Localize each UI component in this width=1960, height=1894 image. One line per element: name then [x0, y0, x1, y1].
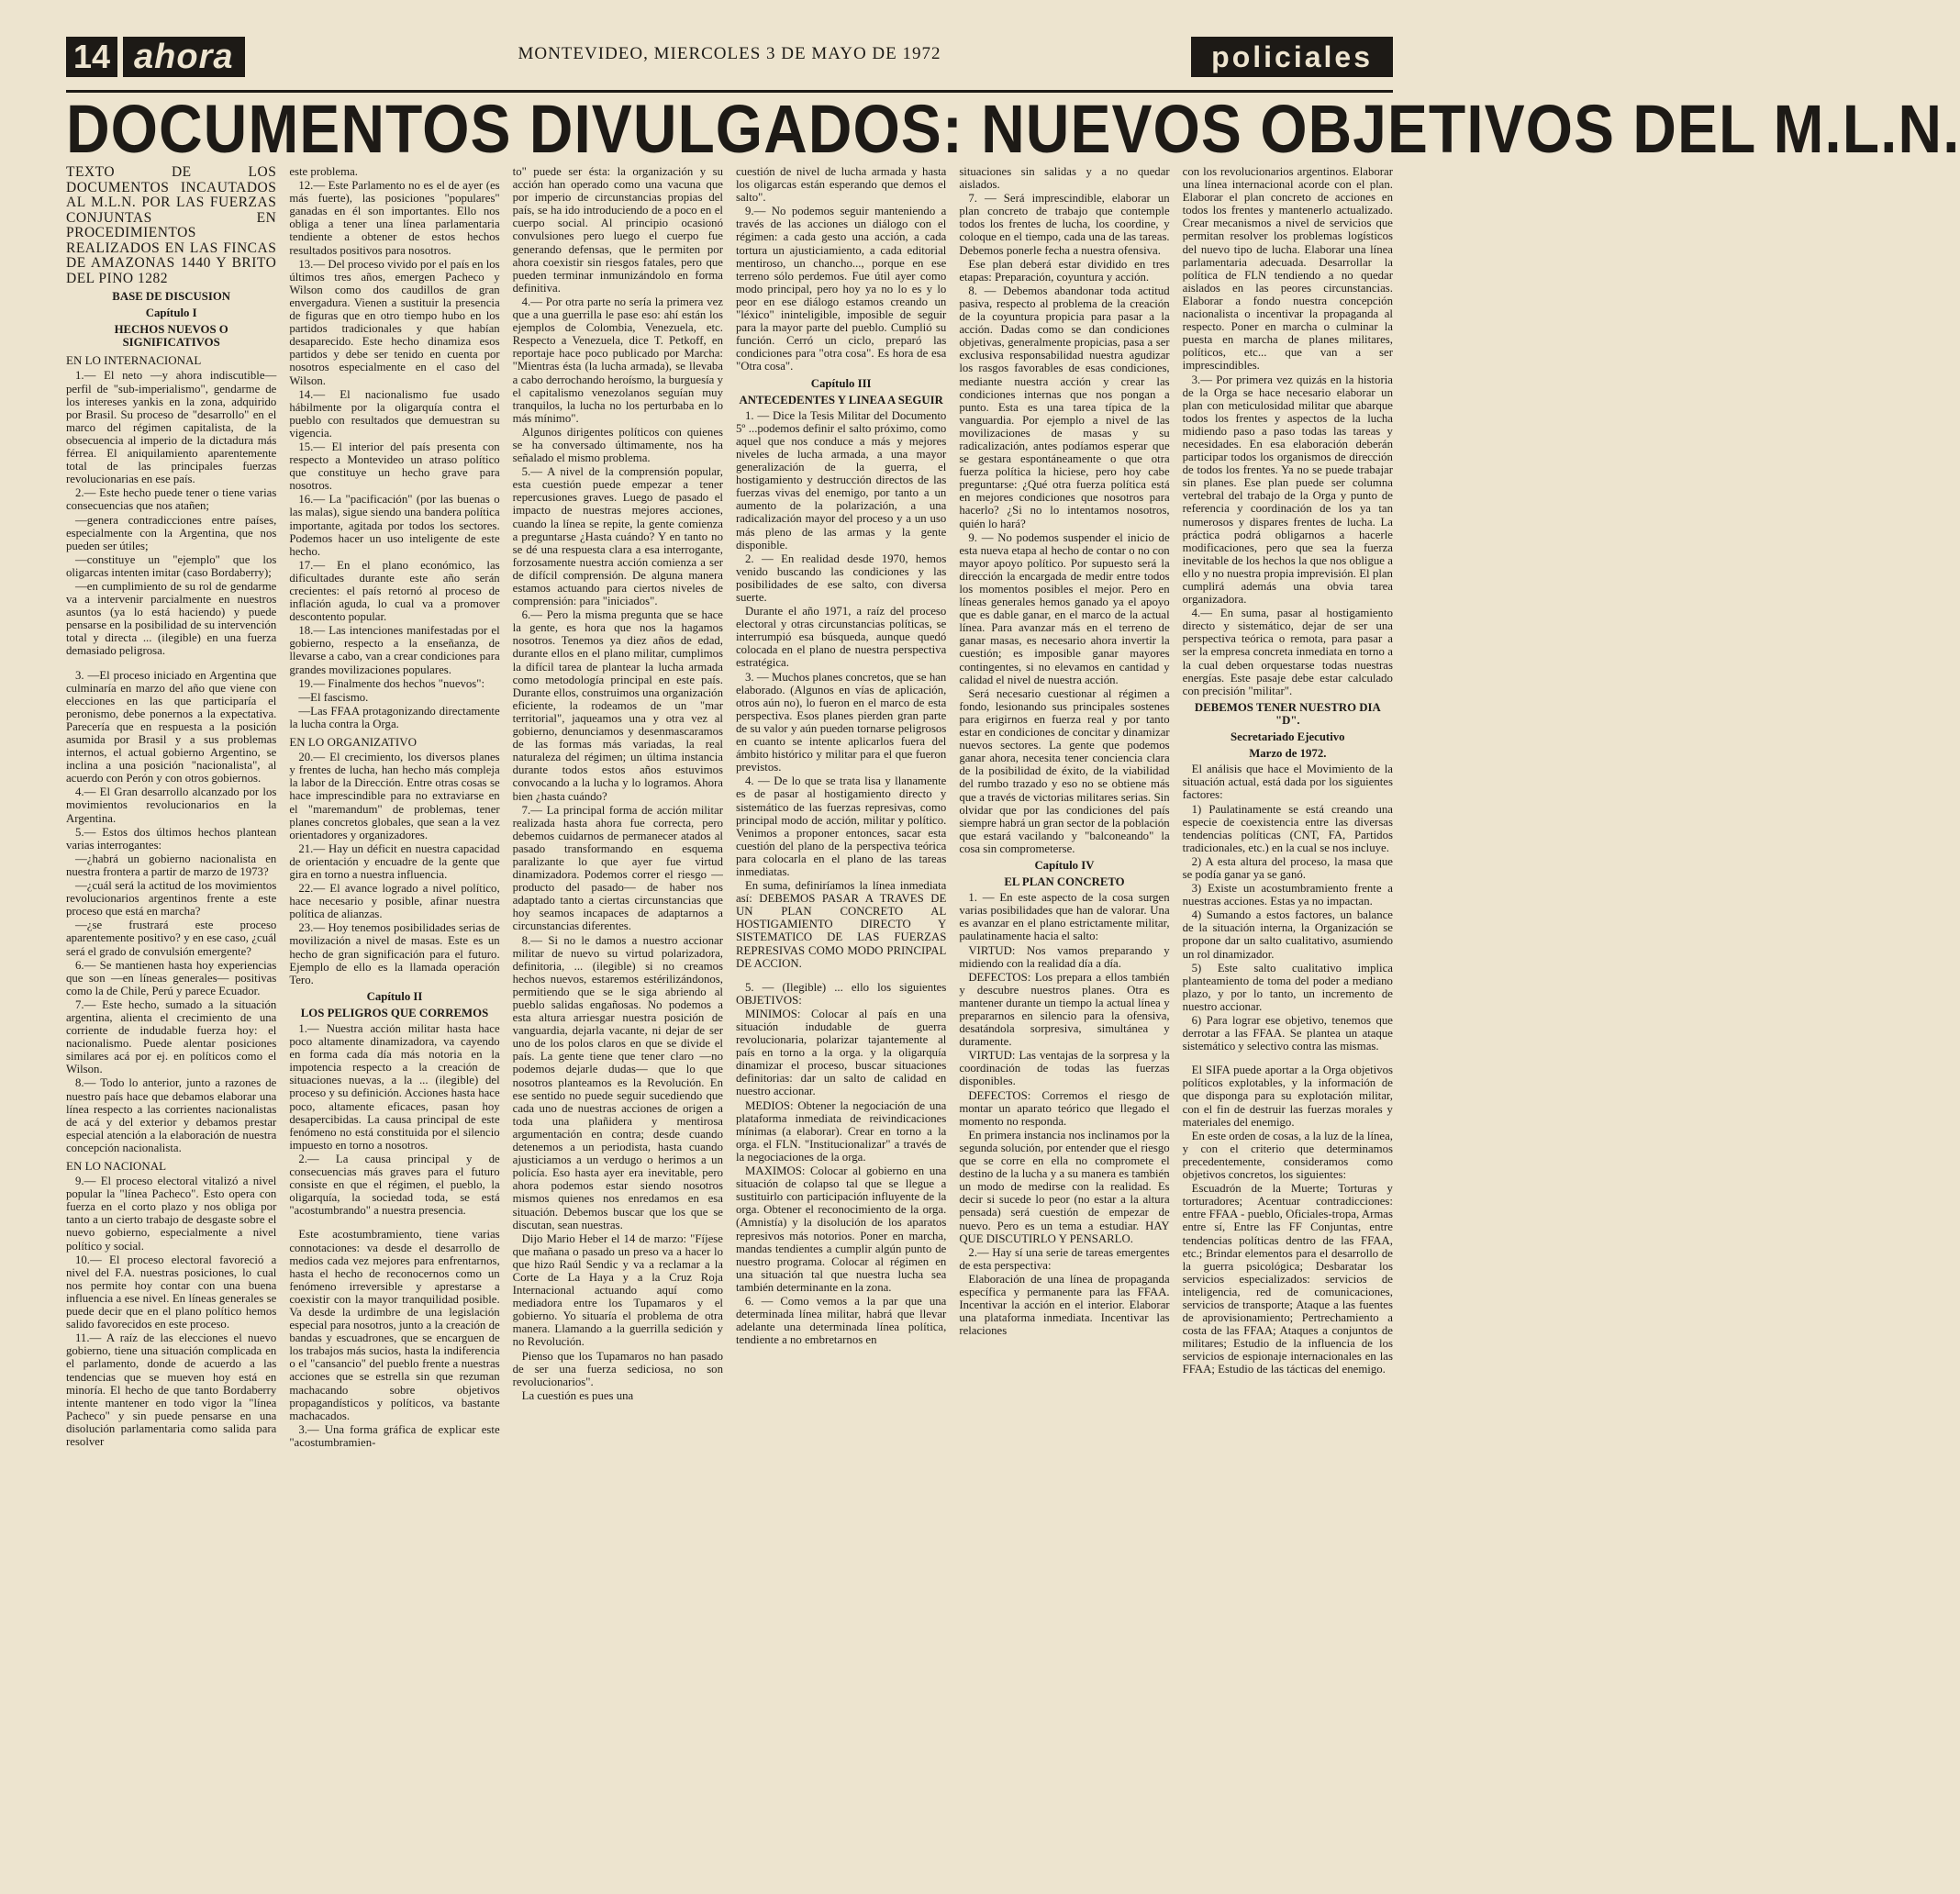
section-heading: HECHOS NUEVOS O SIGNIFICATIVOS — [114, 323, 228, 350]
paragraph: 8.— Todo lo anterior, junto a razones de nuestro país hace que debamos elaborar una línea respecto a las corrientes nacionalistas de acá y del exterior y debamos prestar especial atención a la elaboración de nuestra concepción nacionalista. — [66, 1076, 277, 1154]
paragraph: Pienso que los Tupamaros no han pasado de ser una fuerza sediciosa, no son revolucionarios". — [512, 1349, 723, 1388]
paragraph: 10.— El proceso electoral favoreció a nivel del F.A. nuestras posiciones, lo cual nos permite hoy contar con una buena influencia a ese nivel. En líneas generales se puede decir que en el plano político hemos salido favorecidos en este proceso. — [66, 1253, 277, 1331]
paragraph: 3.— Una forma gráfica de explicar este "acostumbramien- — [289, 1422, 500, 1449]
section-heading: Capítulo II — [366, 989, 423, 1003]
paragraph: VIRTUD: Las ventajas de la sorpresa y la coordinación de todas las fuerzas disponibles. — [959, 1049, 1170, 1088]
paragraph: VIRTUD: Nos vamos preparando y midiendo con la realidad día a día. — [959, 943, 1170, 970]
paragraph: —Las FFAA protagonizando directamente la lucha contra la Orga. — [289, 704, 500, 730]
paragraph: Algunos dirigentes políticos con quienes se ha conversado últimamente, nos ha señalado el mismo problema. — [512, 425, 723, 465]
article-intro: TEXTO DE LOS DOCUMENTOS INCAUTADOS AL M.L.N. POR LAS FUERZAS CONJUNTAS EN PROCEDIMIENTOS REALIZADOS EN LAS FINCAS DE AMAZONAS 1440 Y BRITO DEL PINO 1282 — [66, 164, 277, 286]
paragraph: Dijo Mario Heber el 14 de marzo: "Fíjese que mañana o pasado un preso va a hacer lo que hizo Raúl Sendic y va a reclamar a la Corte de La Haya y a la Cruz Roja Internacional actuando aquí como mediadora entre los Tupamaros y el gobierno. Yo situaría el problema de otra manera. Llamando a la guerrilla sedición y no Revolución. — [512, 1231, 723, 1349]
paragraph-spacer — [1183, 1053, 1393, 1063]
section-heading: Secretariado Ejecutivo — [1231, 730, 1345, 744]
paragraph: 6.— Se mantienen hasta hoy experiencias que son —en líneas generales— positivas como la de Chile, Perú y parece Ecuador. — [66, 958, 277, 997]
column-3 — [513, 165, 723, 1872]
paragraph: MEDIOS: Obtener la negociación de una plataforma inmediata de reivindicaciones mínimas (a elaborar). Crear en torno a la orga. el FLN. "Institucionalizar" a través de la negociaciones de la orga. — [735, 1098, 947, 1164]
paragraph: cuestión de nivel de lucha armada y hasta los oligarcas están esperando que demos el salto". — [735, 165, 947, 205]
paragraph: Durante el año 1971, a raíz del proceso electoral y otras circunstancias políticas, se interrumpió esa búsqueda, aunque quedó colocada en el plano de nuestra perspectiva estratégica. — [735, 605, 947, 670]
paragraph: 2. — En realidad desde 1970, hemos venido buscando las condiciones y las posibilidades de ese salto, con diversa suerte. — [735, 551, 947, 604]
paragraph: 21.— Hay un déficit en nuestra capacidad de orientación y encuadre de la gente que gira en torno a nuestra influencia. — [289, 841, 500, 881]
paragraph: Este acostumbramiento, tiene varias connotaciones: va desde el desarrollo de medios cada vez mejores para enfrentarnos, hasta el hecho de reconocernos como un fenómeno irreversible y aprestarse a coexistir con la mayor tranquilidad posible. Va desde la urdimbre de una legislación especial para nosotros, junto a la creación de bandas y escuadrones, que se encarguen de los trabajos más sucios, hasta la indiferencia o el "cansancio" del pueblo frente a nuestras acciones que se estrella sin que rezuman machacando sobre objetivos propagandísticos y políticos, va bastante machacados. — [289, 1228, 500, 1422]
section-heading: EL PLAN CONCRETO — [1004, 875, 1125, 889]
paragraph: 4. — De lo que se trata lisa y llanamente es de pasar al hostigamiento directo y sistemático de las fuerzas represivas, como principal modo de acción, militar y político. Venimos a proponer entonces, sacar esta cuestión del plano de la perspectiva teórica para colocarla en el plano de las tareas inmediatas. — [735, 774, 947, 878]
paragraph: 3. —El proceso iniciado en Argentina que culminaría en marzo del año que viene con elecciones en las que participaría el peronismo, debe ponernos a la expectativa. Parecería que en respuesta a la posición asumida por Brasil y a sus problemas internos, el actual gobierno Argentino, se inclina a una posición "nacionalista", al acuerdo con Perón y con otros gobiernos. — [66, 668, 277, 785]
page-header — [66, 37, 1393, 79]
paragraph: 3. — Muchos planes concretos, que se han elaborado. (Algunos en vías de aplicación, otros aún no), lo fueron en el marco de esta perspectiva. Esos planes pierden gran parte de su valor y aún pueden tornarse peligrosos en cuanto se intente aplicarlos fuera del ámbito histórico y militar para el que fueron previstos. — [735, 670, 947, 774]
paragraph: DEFECTOS: Los prepara a ellos también y descubre nuestros planes. Otra es mantener durante un tiempo la actual línea y prepararnos en silencio para la ofensiva, desatándola sorpresiva, simultánea y duramente. — [959, 970, 1170, 1049]
subsection-heading: EN LO NACIONAL — [66, 1159, 167, 1173]
paragraph: Ese plan deberá estar dividido en tres etapas: Preparación, coyuntura y acción. — [959, 257, 1170, 284]
paragraph: 20.— El crecimiento, los diversos planes y frentes de lucha, han hecho más compleja la labor de la Dirección. Entre otras cosas se hace imprescindible para no extraviarse en el "maremandum" de problemas, tener planes concretos globales, que sean a la vez orientadores y organizadores. — [289, 751, 500, 841]
paragraph: 14.— El nacionalismo fue usado hábilmente por la oligarquía contra el pueblo con resultados que demuestran su vigencia. — [289, 387, 500, 440]
paragraph: 2.— Este hecho puede tener o tiene varias consecuencias que nos atañen; — [66, 486, 277, 513]
paragraph: DEFECTOS: Corremos el riesgo de montar un aparato teórico que llegado el momento no responda. — [959, 1088, 1170, 1128]
paragraph: —genera contradicciones entre países, especialmente con la Argentina, que nos pueden ser útiles; — [66, 513, 277, 552]
section-heading: BASE DE DISCUSION — [112, 290, 231, 303]
paragraph: 9. — No podemos suspender el inicio de esta nueva etapa al hecho de contar o no con mayor apoyo político. Por supuesto será la dirección la encargada de medir entre todos los momentos posibles el mejor. Pero en líneas generales hemos ganado ya el apoyo que es dable ganar, en el marco de la actual línea. Para avanzar más en el terreno de ganar masas, es necesario ahora invertir la cuestión; es imposible ganar mayores contingentes, si no elevamos en cantidad y calidad el nivel de nuestra acción. — [959, 530, 1170, 686]
headline: DOCUMENTOS DIVULGADOS: NUEVOS OBJETIVOS DEL M.L.N. — [66, 90, 1960, 167]
paragraph: 2.— Hay sí una serie de tareas emergentes de esta perspectiva: — [959, 1245, 1170, 1272]
column-4 — [736, 165, 946, 1872]
paragraph: 2.— La causa principal y de consecuencias más graves para el futuro consiste en que el régimen, el pueblo, la oligarquía, la sociedad toda, se está "acostumbrando" a nuestra presencia. — [289, 1152, 500, 1218]
paragraph: 1. — Dice la Tesis Militar del Documento 5º ...podemos definir el salto próximo, como aquel que nos conduce a más y mejores niveles de lucha armada, a una mayor generalización de la guerra, el hostigamiento y destrucción directos de las fuerzas vivas del enemigo, por tanto a un aumento de la polarización, a una radicalización mayor del proceso y a un uso más pleno de las armas y la gente disponible. — [735, 408, 947, 551]
paragraph: MINIMOS: Colocar al país en una situación indudable de guerra revolucionaria, polarizar tajantemente al país en torno a la orga. y la oligarquía dinamizar el proceso, buscar situaciones definitorias: dar un salto de calidad en nuestro accionar. — [735, 1007, 947, 1098]
paragraph-spacer — [66, 659, 276, 668]
paragraph: 23.— Hoy tenemos posibilidades serias de movilización a nivel de masas. Este es un hecho de gran significación para el futuro. Ejemplo de ello es la llamada operación Tero. — [289, 921, 500, 986]
column-6 — [1183, 165, 1393, 1872]
paragraph: 4.— El Gran desarrollo alcanzado por los movimientos revolucionarios en la Argentina. — [66, 785, 277, 825]
paragraph: 11.— A raíz de las elecciones el nuevo gobierno, tiene una situación complicada en el parlamento, donde de acuerdo a las tendencias que se mueven hoy está en minoría. El hecho de que tanto Bordaberry intente mantener en todo vigor la "línea Pacheco" y sin puede pensarse en una disolución parlamentaria como salida para resolver — [66, 1331, 277, 1448]
paragraph: —El fascismo. — [298, 690, 369, 704]
paragraph: 13.— Del proceso vivido por el país en los últimos tres años, emergen Pacheco y Wilson como dos caudillos de gran envergadura. Vienen a sustituir la presencia de figuras que en otro tiempo hubo en los partidos tradicionales y que habían desaparecido. Este hecho dinamiza esos partidos y debe ser tenido en cuenta por nosotros especialmente en el caso del Wilson. — [289, 257, 500, 387]
paragraph-spacer — [736, 971, 946, 980]
paragraph: MAXIMOS: Colocar al gobierno en una situación de colapso tal que se llegue a sustituirlo con participación influyente de la orga. Obtener el reconocimiento de la orga. (Amnistía) y la disolución de los aparatos represivos más notorios. Poner en marcha, mandas tendientes a cumplir algún punto de nuestro programa. Colocar al régimen en una situación tal que nuestra lucha sea también determinante en la zona. — [735, 1164, 947, 1294]
section-heading: Capítulo III — [810, 376, 872, 390]
paragraph-spacer — [289, 1218, 499, 1227]
section-heading: Marzo de 1972. — [1249, 747, 1327, 761]
paragraph: 4) Sumando a estos factores, un balance de la situación interna, la Organización se propone dar un salto cualitativo, asumiendo un rol dinamizador. — [1182, 908, 1393, 961]
section-heading: DEBEMOS TENER NUESTRO DIA "D". — [1194, 700, 1381, 727]
subsection-heading: EN LO INTERNACIONAL — [66, 353, 202, 368]
section-heading: LOS PELIGROS QUE CORREMOS — [300, 1006, 489, 1019]
paragraph: 9.— El proceso electoral vitalizó a nivel popular la "línea Pacheco". Esto opera con fuerza en el corto plazo y nos obliga por tanto a un cierto trabajo de desgaste sobre el nuevo gobierno, especialmente a nivel político y social. — [66, 1175, 277, 1253]
paragraph: En suma, definiríamos la línea inmediata así: DEBEMOS PASAR A TRAVES DE UN PLAN CONCRETO AL HOSTIGAMIENTO DIRECTO Y SISTEMATICO DE LAS FUERZAS REPRESIVAS COMO MODO PRINCIPAL DE ACCION. — [735, 879, 947, 970]
column-5 — [959, 165, 1169, 1872]
paragraph: —¿se frustrará este proceso aparentemente positivo? y en ese caso, ¿cuál será el grado de convulsión emergente? — [66, 919, 277, 958]
paragraph: —en cumplimiento de su rol de gendarme va a intervenir parcialmente en nuestros asuntos (ya lo está haciendo) y puede pensarse en la posibilidad de su intervención total y directa ... (ilegible) en una fuerza demasiado peligrosa. — [66, 579, 277, 658]
paragraph: El análisis que hace el Movimiento de la situación actual, está dada por los siguientes factores: — [1182, 763, 1393, 802]
paragraph: 7.— La principal forma de acción militar realizada hasta ahora fue correcta, pero debemos cuidarnos de permanecer atados al pasado transformando en esquema paralizante lo que ayer fue virtud dinamizadora. Podemos correr el riesgo —producto del pasado— de haber nos adaptado tanto a ciertas circunstancias que hoy seamos incapaces de adaptarnos a circunstancias diferentes. — [512, 803, 723, 933]
paragraph: 5.— A nivel de la comprensión popular, esta cuestión puede empezar a tener repercusiones graves. Luego de pasado el impacto de nuestras mejores acciones, cuando la línea se repite, la gente comienza a preguntarse ¿Hasta cuándo? Y en tanto no se dé una respuesta clara a esa interrogante, forzosamente nuestra acción comienza a ser de difícil comprensión. De alguna manera estamos actuando para ciertos niveles de comprensión: para "iniciados". — [512, 465, 723, 608]
paragraph: situaciones sin salidas y a no quedar aislados. — [959, 165, 1170, 192]
paragraph: 15.— El interior del país presenta con respecto a Montevideo un atraso político que constituye un hecho grave para nosotros. — [289, 440, 500, 493]
paragraph: 3.— Por primera vez quizás en la historia de la Orga se hace necesario elaborar un plan con meticulosidad militar que abarque todos los frentes y aspectos de la lucha midiendo paso a paso todas las tareas y necesidades. En esa elaboración deberán participar todos los organismos de dirección de todos los frentes. Ya no se puede trabajar sin planes. Ese plan puede ser columna vertebral del trabajo de la Orga y punto de referencia y coordinación de los ya tan numerosos y dispares frentes de lucha. La práctica podrá obligarnos a hacerle modificaciones, pero que sea la fuerza inevitable de los hechos la que nos obligue a ello y no nuestra propia imprevisión. El plan cumplirá además una obvia tarea organizadora. — [1182, 373, 1393, 607]
paragraph: 16.— La "pacificación" (por las buenas o las malas), sigue siendo una bandera política importante, agitada por todos los sectores. Podemos hacer un uso inteligente de este hecho. — [289, 493, 500, 558]
paragraph: 5.— Estos dos últimos hechos plantean varias interrogantes: — [66, 825, 277, 852]
paragraph: 6. — Como vemos a la par que una determinada línea militar, habrá que llevar adelante una determinada línea política, tendiente a no embretarnos en — [735, 1294, 947, 1347]
paragraph: to" puede ser ésta: la organización y su acción han operado como una vacuna que por imperio de circunstancias propias del país, se ha ido introduciendo de a poco en el cuerpo social. Al principio ocasionó convulsiones pero luego el cuerpo fue generando defensas, que le permiten por ahora coexistir sin riesgos fatales, pero que pueden terminar inmunizándolo en forma definitiva. — [512, 165, 723, 295]
page-number: 14 — [66, 37, 117, 77]
column-1 — [66, 165, 276, 1872]
paragraph: 9.— No podemos seguir manteniendo a través de las acciones un diálogo con el régimen: a cada gesto una acción, a cada tortura un ajusticiamiento, a cada editorial mentiroso, un chancho..., porque en ese terreno sólo perdemos. Fue útil ayer como modo principal, pero hoy ya no lo es y lo peor en ese diálogo estamos creando un "léxico" ininteligible, imposible de seguir para la mayor parte del pueblo. Cumplió su función. Cerró un ciclo, preparó las condiciones para "otra cosa". Es hora de esa "Otra cosa". — [735, 205, 947, 373]
paragraph: 3) Existe un acostumbramiento frente a nuestras acciones. Estas ya no impactan. — [1182, 882, 1393, 908]
newspaper-logo: ahora — [123, 37, 244, 77]
paragraph: Será necesario cuestionar al régimen a fondo, lesionando sus principales sostenes para erigirnos en fuerza real y por tanto estar en condiciones de concitar y dinamizar nuevos sectores. La gente que podemos ganar ahora, necesita tener conciencia clara de la posibilidad de éxito, de la viabilidad del rumbo trazado y eso no se obtiene más que a través de victorias militares serias. Sin olvidar que por las condiciones del país siempre habrá un gran sector de la población que estará vacilando y "balconeando" la cosa sin comprometerse. — [959, 686, 1170, 855]
paragraph: 6.— Pero la misma pregunta que se hace la gente, es hora que nos la hagamos nosotros. Tenemos ya diez años de edad, durante ellos en el plano militar, cumplimos la difícil tarea de plantear la lucha armada como metodología principal en este país. Durante ellos, construimos una organización eficiente, la rodeamos de un "mar territorial", jaqueamos una y otra vez al gobierno, denunciamos y desenmascaramos de las formas más variadas, la real naturaleza del régimen; un última instancia durante todos estos años estuvimos convocando a la lucha y lo logramos. Ahora bien ¿hasta cuándo? — [512, 608, 723, 803]
dateline: MONTEVIDEO, MIERCOLES 3 DE MAYO DE 1972 — [518, 44, 941, 63]
paragraph: 5) Este salto cualitativo implica planteamiento de toma del poder a mediano plazo, y por lo tanto, un incremento de nuestro accionar. — [1182, 961, 1393, 1013]
article-columns — [66, 165, 1393, 1872]
paragraph: 4.— En suma, pasar al hostigamiento directo y sistemático, dejar de ser una perspectiva teórica o remota, para pasar a ser la empresa concreta inmediata en torno a la cual deben orquestarse todas nuestras energías. Este pasaje debe estar calculado con precisión "militar". — [1182, 607, 1393, 697]
section-label: policiales — [1191, 37, 1393, 77]
paragraph: 2) A esta altura del proceso, la masa que se podía ganar ya se ganó. — [1182, 854, 1393, 881]
paragraph: Escuadrón de la Muerte; Torturas y torturadores; Acentuar contradicciones: entre FFAA - pueblo, Oficiales-tropa, Armas entre sí, Entre las FF Conjuntas, entre tendencias políticas dentro de las FFAA, etc.; Brindar elementos para el desarrollo de la guerra psicológica; Desbaratar los servicios especializados: servicios de inteligencia, red de comunicaciones, servicios de transporte; Ataque a las fuentes de aprovisionamiento; Pertrechamiento a costa de las FFAA; Ataques a conjuntos de militares; Estudio de la influencia de los servicios de espionaje internacionales en las FFAA; Estudio de las tácticas del enemigo. — [1182, 1182, 1393, 1376]
subsection-heading: EN LO ORGANIZATIVO — [289, 735, 417, 750]
section-heading: ANTECEDENTES Y LINEA A SEGUIR — [739, 393, 943, 407]
paragraph: 1.— Nuestra acción militar hasta hace poco altamente dinamizadora, va cayendo en forma cada día más notoria en la impotencia respecto a la creación de situaciones nuevas, a la ... (ilegible) del proceso y su definición. Acciones hasta hace poco, altamente eficaces, pasan hoy desapercibidas. La causa principal de este fenómeno no está constituida por el silencio impuesto en torno a nosotros. — [289, 1022, 500, 1152]
paragraph: 22.— El avance logrado a nivel político, hace necesario y posible, afinar nuestra política de alianzas. — [289, 882, 500, 921]
paragraph: En primera instancia nos inclinamos por la segunda solución, por entender que el riesgo que se corre en ella no compromete el destino de la lucha y a su manera es también un modo de medirse con la realidad. Es decir si sucede lo peor (no estar a la altura pensada) será cuestión de empezar de nuevo. Pero es un tema a estudiar. HAY QUE DISCUTIRLO Y PENSARLO. — [959, 1128, 1170, 1245]
paragraph: 12.— Este Parlamento no es el de ayer (es más fuerte), las posiciones "populares" ganadas en él son importantes. Ello nos obliga a tener una línea parlamentaria tendiente a obtener de estos hechos resultados positivos para nosotros. — [289, 179, 500, 257]
paragraph: 4.— Por otra parte no sería la primera vez que a una guerrilla le pase eso: ahí están los ejemplos de Colombia, Venezuela, etc. Respecto a Venezuela, dice T. Petkoff, en reportaje hace poco publicado por Marcha: "Mientras ésta (la lucha armada), se llevaba a cabo derrochando heroísmo, la burguesía y el capitalismo venezolanos seguían muy tranquilos, la lucha no los perturbaba en lo más mínimo". — [512, 295, 723, 425]
paragraph: 1) Paulatinamente se está creando una especie de coexistencia entre las diversas tendencias políticas (CNT, FA, Partidos tradicionales, etc.) en la cual se nos incluye. — [1182, 802, 1393, 854]
paragraph: 7.— Este hecho, sumado a la situación argentina, alienta el crecimiento de una corriente de indudable fuerza hoy: el nacionalismo. Puede alentar posiciones similares acá por ej. en políticos como el Wilson. — [66, 997, 277, 1076]
paragraph: En este orden de cosas, a la luz de la línea, y con el criterio que determinamos precedentemente, consideramos como objetivos concretos, los siguientes: — [1182, 1129, 1393, 1182]
paragraph: 18.— Las intenciones manifestadas por el gobierno, respecto a la enseñanza, de llevarse a cabo, van a crear condiciones para grandes movilizaciones populares. — [289, 624, 500, 676]
paragraph: 1.— El neto —y ahora indiscutible— perfil de "sub-imperialismo", gendarme de los intereses yankis en la zona, adquirido por Brasil. Su proceso de "desarrollo" en el marco del régimen capitalista, de la obsecuencia al imperio de la dictadura más férrea. El aniquilamiento aparentemente total de las principales fuerzas revolucionarias en ese país. — [66, 369, 277, 486]
section-heading: Capítulo IV — [1034, 858, 1095, 872]
column-2 — [289, 165, 499, 1872]
paragraph: La cuestión es pues una — [521, 1388, 634, 1402]
paragraph: 17.— En el plano económico, las dificultades durante este año serán crecientes: el país retornó al proceso de inflación aguda, lo cual va a promover descontento popular. — [289, 558, 500, 624]
paragraph: con los revolucionarios argentinos. Elaborar una línea internacional acorde con el plan. Elaborar el plan concreto de acciones en todos los frentes y mantenerlo actualizado. Crear mecanismos a nivel de servicios que permitan resolver los problemas logísticos del nuevo tipo de lucha. Elaborar una línea parlamentaria adecuada. Desarrollar la política de FLN tendiendo a no quedar aislados en las peores circunstancias. Elaborar a fondo nuestra concepción nacionalista o incentivar la propaganda al respecto. Poner en marcha o culminar la puesta en marcha de planes militares, políticos, etc... que van a ser imprescindibles. — [1182, 165, 1393, 373]
paragraph: —¿cuál será la actitud de los movimientos revolucionarios argentinos frente a este proceso que está en marcha? — [66, 879, 277, 919]
paragraph: —constituye un "ejemplo" que los oligarcas intenten imitar (caso Bordaberry); — [66, 552, 277, 579]
paragraph: 8.— Si no le damos a nuestro accionar militar de nuevo su virtud polarizadora, definitoria, ... (ilegible) si no creamos hechos nuevos, estaremos estérilizándonos, permitiendo que se le siga abriendo al pueblo salidas engañosas. No podemos a esta altura arriesgar nuestra posición de vanguardia, dejarla vacante, ni dejar de ser uno de los polos claros en que se divide el país. La gente tiene que tener claro —no podemos dejarle dudas— que lo que nosotros planteamos es la Revolución. En ese sentido no puede seguir sucediendo que cada uno de nuestras acciones de origen a toda una plañidera y mentirosa argumentación en contra; desde cuando detenemos a un periodista, hasta cuando ajusticiamos a un verdugo o herimos a un policía. Eso hasta ayer era inevitable, pero ahora podemos estar siendo nosotros mismos quienes nos enredamos en esa situación. Debemos buscar que los que se discutan, sean nuestras. — [512, 933, 723, 1231]
paragraph: 19.— Finalmente dos hechos "nuevos": — [298, 676, 485, 690]
paragraph: El SIFA puede aportar a la Orga objetivos políticos explotables, y la información de que disponga para su explotación militar, con el fin de destruir las fuerzas morales y materiales del enemigo. — [1182, 1064, 1393, 1129]
paragraph: 6) Para lograr ese objetivo, tenemos que derrotar a las FFAA. Se plantea un ataque sistemático y selectivo contra las mismas. — [1182, 1014, 1393, 1053]
paragraph: 5. — (Ilegible) ... ello los siguientes OBJETIVOS: — [735, 980, 947, 1007]
paragraph: este problema. — [289, 165, 358, 178]
paragraph: 8. — Debemos abandonar toda actitud pasiva, respecto al problema de la creación de la coyuntura propicia para pasar a la acción. Dadas como se dan condiciones objetivas, generalmente propicias, pasa a ser exclusiva responsabilidad nuestra agudizar los rasgos favorables de esas condiciones, mediante nuestra acción y crear las condiciones internas que nos pongan a punto. Esta es una tarea típica de la vanguardia. Por ejemplo a nivel de las movilizaciones de masas y su radicalización, antes podíamos esperar que se gestara espontáneamente o que otra fuerza política la hiciese, pero hoy cabe preguntarse: ¿Qué otra fuerza política está en mejores condiciones que nosotros para hacerlo? ¿Si no lo intentamos nosotros, quién lo hará? — [959, 284, 1170, 530]
section-heading: Capítulo I — [145, 306, 197, 320]
paragraph: —¿habrá un gobierno nacionalista en nuestra frontera a partir de marzo de 1973? — [66, 852, 277, 878]
paragraph: 1. — En este aspecto de la cosa surgen varias posibilidades que han de valorar. Una es avanzar en el plano estrictamente militar, paulatinamente hacia el salto: — [959, 891, 1170, 943]
paragraph: Elaboración de una línea de propaganda específica y permanente para las FFAA. Incentivar la acción en el interior. Elaborar una plataforma inmediata. Incentivar las relaciones — [959, 1272, 1170, 1338]
paragraph: 7. — Será imprescindible, elaborar un plan concreto de trabajo que contemple todos los frentes de lucha, los coordine, y coloque en el tiempo, cada una de las tareas. Debemos ponerle fecha a nuestra ofensiva. — [959, 192, 1170, 257]
